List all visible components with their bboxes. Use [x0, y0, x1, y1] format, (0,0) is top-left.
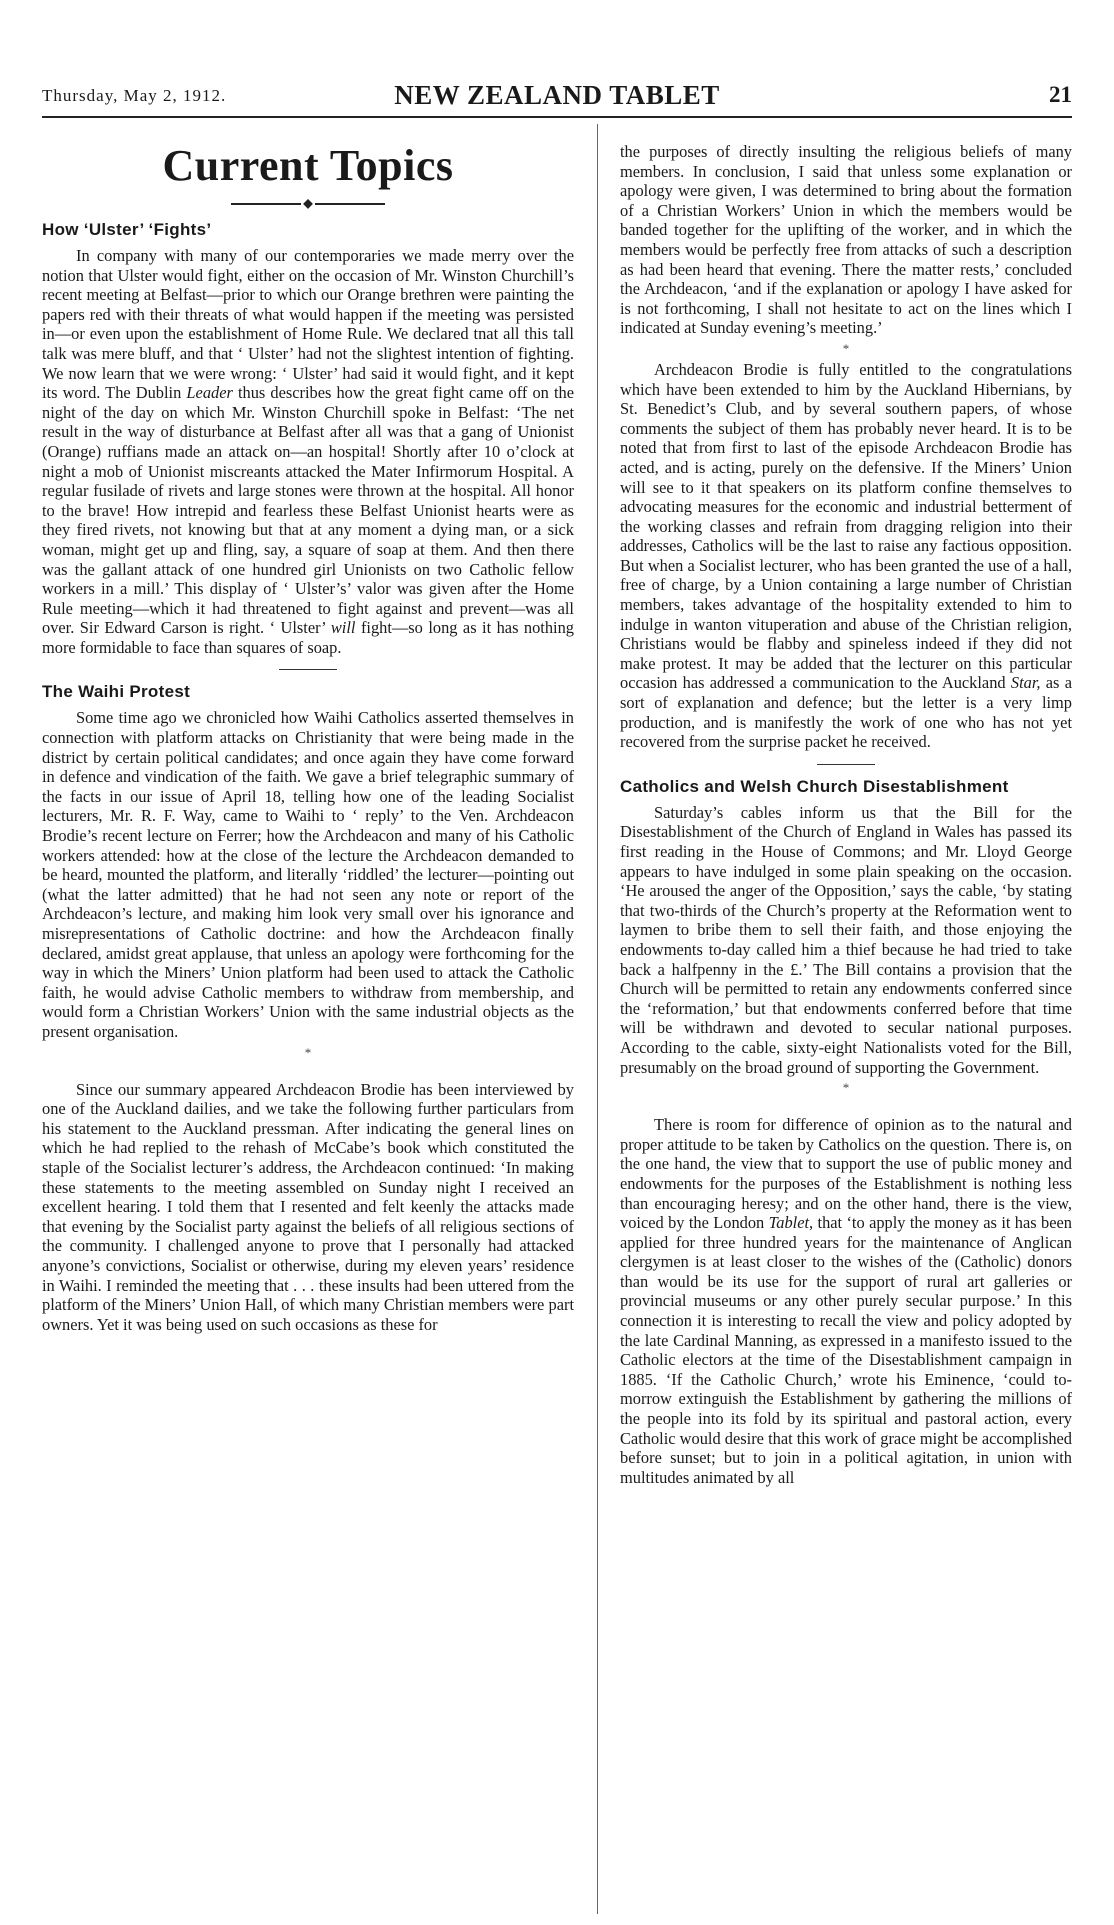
waihi-paragraph-2: Since our summary appeared Archdeacon Brodie has been interviewed by one of the Auckland dailies, and we take the following further particulars from his statement to the Auckland pressman. After indicating the general lines on which he had replied to the rehash of McCabe’s book which constituted the staple of the Socialist lecturer’s address, the Archdeacon continued: ‘In making these statements to the meeting assembled on Sunday night I received an excellent hearing. I told them that I resented and felt keenly the attacks made that evening by the Socialist party against the beliefs of all religious sections of the community. I challenged anyone to prove that I personally had attacked anyone’s convictions, Socialist or otherwise, during my eleven years’ residence in Waihi. I reminded the meeting that . . . these insults had been uttered from the platform of the Miners’ Union Hall, of which many Christian members were part owners. Yet it was being used on such occasions as these for — [42, 1079, 574, 1334]
masthead — [42, 78, 1072, 118]
welsh-paragraph-2 — [620, 1115, 1072, 1487]
star-italic: Star, — [1010, 673, 1041, 693]
ulster-text-c: fight—so long as it has nothing more formidable to face than squares of soap. — [42, 618, 574, 657]
asterisk-divider: * — [304, 1044, 312, 1060]
will-italic: will — [330, 618, 356, 638]
newspaper-title: NEW ZEALAND TABLET — [394, 80, 720, 110]
waihi-paragraph-3 — [620, 360, 1072, 752]
welsh-paragraph-1: Saturday’s cables inform us that the Bill for the Disestablishment of the Church of England in Wales has passed its first reading in the House of Commons; and Mr. Lloyd George appears to have indulged in some plain speaking on the occasion. ‘He aroused the anger of the Opposition,’ says the cable, ‘by stating that two-thirds of the Church’s property at the Reformation went to laymen to bribe them to sell their faith, and those enjoying the endowments to-day called him a thief because he had tried to take back a halfpenny in the £.’ The Bill contains a provision that the Church will be permitted to retain any endowments conferred since the ‘reformation,’ but that endowments conferred before that time will be withdrawn and devoted to secular national purposes. According to the cable, sixty-eight Nationalists voted for the Bill, presumably on the broad ground of supporting the Government. — [620, 802, 1072, 1077]
welsh-text-b: that ‘to apply the money as it has been applied for three hundred years for the maintenance of Anglican clergymen is at least closer to the wishes of the (Catholic) donors than would be its use for the support of rural art galleries or provincial museums or any other purely secular purpose.’ In this connection it is interesting to recall the view and policy adopted by the late Cardinal Manning, as expressed in a manifesto issued to the Catholic electors at the time of the Disestablishment campaign in 1885. ‘If the Catholic Church,’ wrote his Eminence, ‘could to-morrow extinguish the Establishment by gathering the millions of the people into its fold by its spiritual and pastoral action, every Catholic would desire that this work of grace might be accomplished before sunset; but to join in a political agitation, in union with multitudes animated by all — [620, 1213, 1072, 1487]
separator-rule — [817, 764, 875, 765]
separator-rule — [279, 669, 337, 670]
left-column — [42, 134, 574, 1925]
waihi-heading: The Waihi Protest — [42, 682, 191, 702]
page-number: 21 — [1049, 82, 1072, 107]
leader-italic: Leader — [186, 383, 233, 403]
asterisk-divider: * — [842, 1080, 850, 1096]
tablet-italic: Tablet, — [768, 1213, 814, 1233]
waihi-text-b: as a sort of explanation and defence; but the letter is a very limp production, and is manifestly the work of one who has not yet recovered from the surprise packet he received. — [620, 673, 1072, 752]
issue-date: Thursday, May 2, 1912. — [42, 86, 227, 105]
title-ornament — [42, 196, 574, 210]
diamond-icon: ◆ — [303, 196, 313, 210]
ulster-heading: How ‘Ulster’ ‘Fights’ — [42, 220, 212, 239]
ulster-text-b: thus describes how the great fight came off on the night of the day on which Mr. Winston Churchill spoke in Belfast: ‘The net result in the way of disturbance at Belfast after all was that a gang of Unionist (Orange) ruffians made an attack on—an hospital! Shortly after 10 o’clock at night a mob of Unionist miscreants attacked the Mater Infirmorum Hospital. A regular fusilade of rivets and large stones were thrown at the hospital. All honor to the brave! How intrepid and fearless these Belfast Unionist hearts were as they fired rivets, not knowing but that at any moment a dying man, or a sick woman, might get up and fling, say, a square of soap at them. And then there was the gallant attack of one hundred girl Unionists on two Catholic fellow workers in a mill.’ This display of ‘ Ulster’s’ valor was given after the Home Rule meeting—which it had threatened to fight against and prevent—was all over. Sir Edward Carson is right. ‘ Ulster’ — [42, 383, 574, 638]
asterisk-divider: * — [842, 340, 850, 356]
section-title: Current Topics — [162, 141, 454, 190]
masthead-rule — [42, 116, 1072, 118]
ulster-paragraph — [42, 246, 574, 657]
waihi-text-a: Archdeacon Brodie is fully entitled to the congratulations which have been extended to him by the Auckland Hibernians, by St. Benedict’s Club, and by several southern papers, of whose comments the subject of them has probably never heard. It is to be noted that from first to last of the episode Archdeacon Brodie has acted, and is acting, purely on the defensive. If the Miners’ Union will see to it that speakers on its platform confine themselves to advocating measures for the economic and industrial betterment of the working classes and refrain from dragging religion into their addresses, Catholics will be the last to raise any factious opposition. But when a Socialist lecturer, who has been granted the use of a hall, free of charge, by a Union containing a large number of Christian members, takes advantage of the hospitality extended to him to indulge in wanton vituperation and abuse of the Christian religion, Christians would be flabby and spineless indeed if they did not make protest. It may be added that the lecturer on this particular occasion has addressed a communication to the Auckland — [620, 359, 1072, 693]
waihi-paragraph-1: Some time ago we chronicled how Waihi Catholics asserted themselves in connection with platform attacks on Christianity that were being made in the district by certain political candidates; and once again they have come forward in defence and vindication of the faith. We gave a brief telegraphic summary of the facts in our issue of April 18, telling how one of the leading Socialist lecturers, Mr. R. F. Way, came to Waihi to ‘ reply’ to the Ven. Archdeacon Brodie’s recent lecture on Ferrer; how the Archdeacon and many of his Catholic workers attended: how at the close of the lecture the Archdeacon demanded to be heard, mounted the platform, and literally ‘riddled’ the lecturer—pointing out (what the latter admitted) that he had not seen any note or report of the Archdeacon’s lecture, and making him look very small over his ignorance and misrepresentations of Catholic doctrine: and how the Archdeacon finally declared, amidst great applause, that unless an apology were forthcoming for the way in which the Miners’ Union platform had been used to attack the Catholic faith, he would advise Catholic members to withdraw from membership, and would form a Christian Workers’ Union with the same industrial objects as the present organisation. — [42, 708, 574, 1041]
welsh-text-a: There is room for difference of opinion as to the natural and proper attitude to be taken by Catholics on the question. There is, on the one hand, the view that to support the use of public money and endowments for the purposes of the Establishment is nothing less than encouraging heresy; and on the other hand, there is the view, voiced by the London — [620, 1115, 1072, 1233]
right-column — [620, 142, 1072, 1925]
column-divider — [597, 124, 598, 1914]
welsh-heading: Catholics and Welsh Church Disestablishment — [620, 776, 1009, 796]
ulster-text-a: In company with many of our contemporaries we made merry over the notion that Ulster would fight, either on the occasion of Mr. Winston Churchill’s recent meeting at Belfast—prior to which our Orange brethren were painting the papers red with their threats of what would happen if the meeting was persisted in—or even upon the establishment of Home Rule. We declared tnat all this tall talk was mere bluff, and that ‘ Ulster’ had not the slightest intention of fighting. We now learn that we were wrong: ‘ Ulster’ had said it would fight, and it kept its word. The Dublin — [42, 246, 574, 403]
waihi-paragraph-2-continued: the purposes of directly insulting the religious beliefs of many members. In conclusion, I said that unless some explanation or apology were given, I was determined to bring about the formation of a Christian Workers’ Union in which the members would be banded together for the uplifting of the worker, and in which the members would be perfectly free from attacks of such a description as had been heard that evening. There the matter rests,’ concluded the Archdeacon, ‘and if the explanation or apology I have asked for is not forthcoming, I shall not hesitate to act on the lines which I indicated at Sunday evening’s meeting.’ — [620, 142, 1072, 338]
